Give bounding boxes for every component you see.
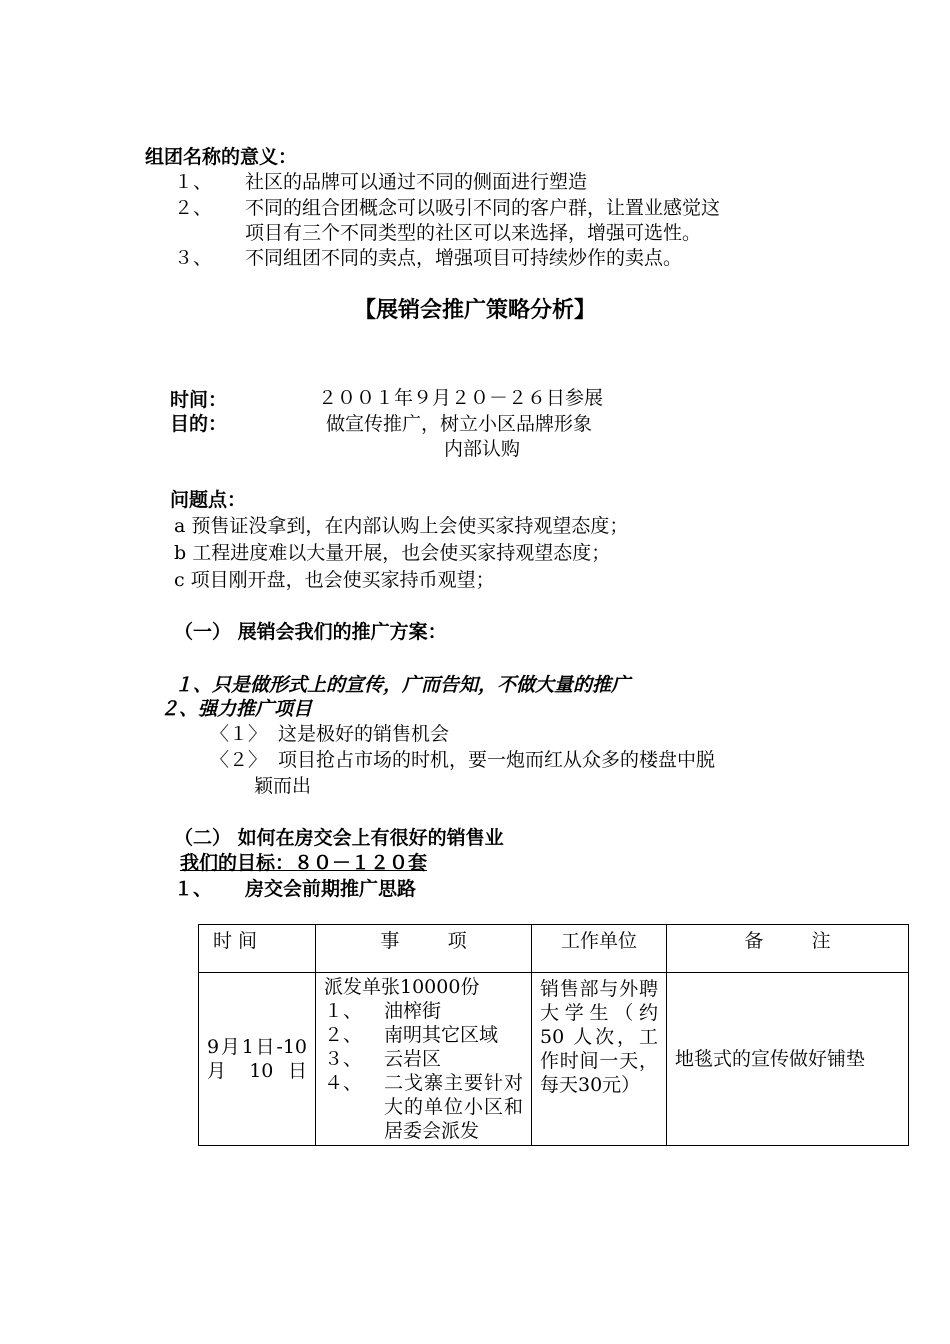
strategy-point-one: １、只是做形式上的宣传，广而告知，不做大量的推广 xyxy=(174,674,631,696)
cell-unit: 销售部与外聘大学生（约 50 人次，工作时间一天，每天30元） xyxy=(532,973,667,1146)
task-number: ３、 xyxy=(324,1048,363,1070)
task-number: ４、 xyxy=(324,1072,363,1094)
step-number: １、 xyxy=(174,878,213,900)
problem-item: c 项目刚开盘，也会使买家持币观望； xyxy=(174,569,495,591)
list-item-text: 社区的品牌可以通过不同的侧面进行塑造 xyxy=(245,171,588,193)
task-list xyxy=(324,999,523,1143)
sub-point-text-continued: 颖而出 xyxy=(254,775,312,797)
list-item xyxy=(324,1047,523,1071)
strategy-point-two: ２、强力推广项目 xyxy=(160,698,313,720)
list-item xyxy=(324,999,523,1023)
problems-heading: 问题点： xyxy=(170,489,247,511)
time-label: 时间： xyxy=(170,389,228,411)
purpose-label: 目的： xyxy=(170,413,228,435)
problem-item: a 预售证没拿到，在内部认购上会使买家持观望态度； xyxy=(174,515,629,537)
list-item-text-continued: 项目有三个不同类型的社区可以来选择，增强可选性。 xyxy=(245,222,702,244)
promotion-plan-table xyxy=(198,924,909,1146)
part-two-heading: （二） 如何在房交会上有很好的销售业 xyxy=(174,827,504,849)
header-time: 时 间 xyxy=(199,925,316,973)
part-one-heading: （一） 展销会我们的推广方案： xyxy=(174,621,447,643)
sub-point-number: 〈１〉 xyxy=(210,723,268,745)
task-text: 南明其它区域 xyxy=(384,1024,499,1046)
page-title: 【展销会推广策略分析】 xyxy=(353,298,596,323)
sales-goal: 我们的目标：８０－１２０套 xyxy=(180,852,428,874)
list-item-number: １、 xyxy=(174,171,213,193)
list-item-text: 不同组团不同的卖点，增强项目可持续炒作的卖点。 xyxy=(245,247,683,269)
step-text: 房交会前期推广思路 xyxy=(245,878,417,900)
task-number: １、 xyxy=(324,1000,363,1022)
task-text: 云岩区 xyxy=(384,1048,442,1070)
sub-point-number: 〈２〉 xyxy=(210,749,268,771)
task-text: 二戈寨主要针对大的单位小区和居委会派发 xyxy=(384,1072,523,1142)
sub-point-text: 这是极好的销售机会 xyxy=(278,723,450,745)
task-text: 油榨街 xyxy=(384,1000,442,1022)
table-header-row xyxy=(199,925,909,973)
sub-point-text: 项目抢占市场的时机，要一炮而红从众多的楼盘中脱 xyxy=(278,749,716,771)
header-unit: 工作单位 xyxy=(532,925,667,973)
purpose-value-continued: 内部认购 xyxy=(444,438,521,460)
section-heading-group-names: 组团名称的意义： xyxy=(145,146,298,168)
cell-task xyxy=(316,973,532,1146)
list-item-text: 不同的组合团概念可以吸引不同的客户群，让置业感觉这 xyxy=(245,197,721,219)
list-item-number: ３、 xyxy=(174,247,213,269)
table-row xyxy=(199,973,909,1146)
time-value: ２００１年９月２０－２６日参展 xyxy=(318,387,604,409)
list-item xyxy=(324,1023,523,1047)
cell-time: 9月1日-10 月 10 日 xyxy=(199,973,316,1146)
purpose-value: 做宣传推广，树立小区品牌形象 xyxy=(326,413,593,435)
problem-item: b 工程进度难以大量开展，也会使买家持观望态度； xyxy=(174,542,611,564)
task-number: ２、 xyxy=(324,1024,363,1046)
cell-note: 地毯式的宣传做好铺垫 xyxy=(667,973,909,1146)
header-note: 备 注 xyxy=(667,925,909,973)
list-item-number: ２、 xyxy=(174,197,213,219)
header-task: 事 项 xyxy=(316,925,532,973)
task-intro: 派发单张10000份 xyxy=(324,976,480,998)
list-item xyxy=(324,1071,523,1143)
